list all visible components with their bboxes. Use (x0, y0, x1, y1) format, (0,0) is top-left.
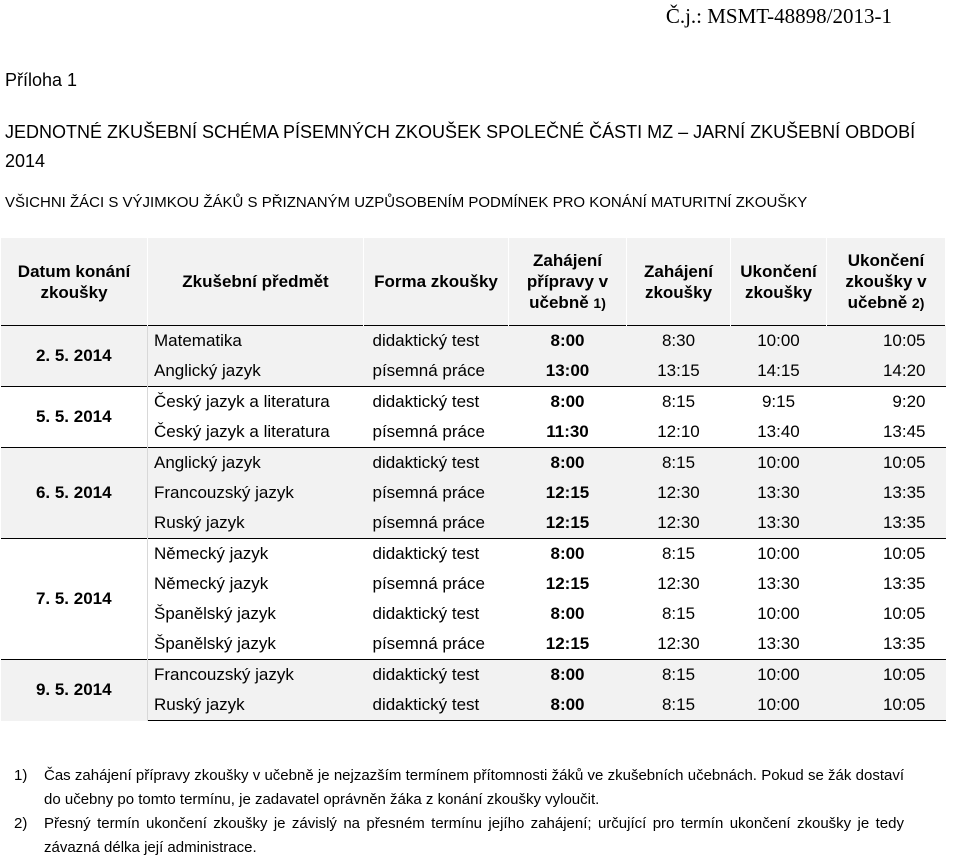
exam-form-cell: didaktický test (364, 387, 509, 418)
prep-start-cell: 12:15 (509, 478, 627, 508)
exam-form-cell: didaktický test (364, 660, 509, 691)
attachment-label: Příloha 1 (5, 70, 78, 90)
subject-cell: Český jazyk a literatura (148, 387, 364, 418)
table-row (1, 387, 946, 418)
document-reference: Č.j.: MSMT-48898/2013-1 (665, 4, 892, 28)
exam-start-cell: 12:10 (627, 417, 731, 448)
exam-start-cell: 8:15 (627, 660, 731, 691)
exam-form-cell: písemná práce (364, 356, 509, 387)
header-subject: Zkušební předmět (148, 238, 364, 326)
room-end-cell: 10:05 (827, 690, 946, 721)
exam-form-cell: didaktický test (364, 599, 509, 629)
table-row (1, 660, 946, 691)
exam-end-cell: 13:30 (731, 478, 827, 508)
exam-start-cell: 12:30 (627, 569, 731, 599)
subject-cell: Ruský jazyk (148, 508, 364, 539)
prep-start-cell: 12:15 (509, 508, 627, 539)
exam-start-cell: 8:30 (627, 326, 731, 357)
room-end-cell: 13:35 (827, 508, 946, 539)
exam-end-cell: 13:30 (731, 508, 827, 539)
exam-date-cell: 6. 5. 2014 (1, 448, 148, 539)
exam-end-cell: 9:15 (731, 387, 827, 418)
exam-start-cell: 8:15 (627, 387, 731, 418)
exam-end-cell: 10:00 (731, 448, 827, 479)
exam-end-cell: 13:30 (731, 629, 827, 660)
exam-end-cell: 14:15 (731, 356, 827, 387)
exam-form-cell: písemná práce (364, 569, 509, 599)
subject-cell: Anglický jazyk (148, 448, 364, 479)
room-end-cell: 10:05 (827, 599, 946, 629)
exam-date-cell: 5. 5. 2014 (1, 387, 148, 448)
footnote (14, 764, 904, 812)
exam-start-cell: 8:15 (627, 539, 731, 570)
exam-end-cell: 10:00 (731, 326, 827, 357)
exam-end-cell: 13:30 (731, 569, 827, 599)
footnote-text: Přesný termín ukončení zkoušky je závislý na přesném termínu jejího zahájení; určující pro termín ukončení zkoušky je tedy závazná délka její administrace. (44, 815, 904, 856)
prep-start-cell: 12:15 (509, 569, 627, 599)
room-end-cell: 9:20 (827, 387, 946, 418)
prep-start-cell: 8:00 (509, 599, 627, 629)
header-end: Ukončení zkoušky (731, 238, 827, 326)
header-prep: Zahájení přípravy v učebně 1) (509, 238, 627, 326)
prep-start-cell: 8:00 (509, 326, 627, 357)
subject-cell: Německý jazyk (148, 539, 364, 570)
exam-start-cell: 8:15 (627, 599, 731, 629)
exam-form-cell: písemná práce (364, 478, 509, 508)
subject-cell: Ruský jazyk (148, 690, 364, 721)
page-title: JEDNOTNÉ ZKUŠEBNÍ SCHÉMA PÍSEMNÝCH ZKOUŠEK SPOLEČNÉ ČÁSTI MZ – JARNÍ ZKUŠEBNÍ OBDOBÍ 2014 (5, 122, 916, 171)
footnote-number: 1) (14, 767, 28, 784)
exam-schedule-table (0, 238, 946, 721)
exam-date-cell: 7. 5. 2014 (1, 539, 148, 660)
subject-cell: Český jazyk a literatura (148, 417, 364, 448)
prep-start-cell: 8:00 (509, 539, 627, 570)
room-end-cell: 10:05 (827, 326, 946, 357)
exam-form-cell: didaktický test (364, 448, 509, 479)
exam-form-cell: písemná práce (364, 417, 509, 448)
table-row (1, 448, 946, 479)
exam-form-cell: didaktický test (364, 690, 509, 721)
exam-start-cell: 8:15 (627, 448, 731, 479)
subject-cell: Francouzský jazyk (148, 660, 364, 691)
exam-form-cell: didaktický test (364, 326, 509, 357)
table-header-row (1, 238, 946, 326)
exam-end-cell: 10:00 (731, 690, 827, 721)
prep-start-cell: 12:15 (509, 629, 627, 660)
prep-start-cell: 8:00 (509, 387, 627, 418)
footnotes (14, 764, 904, 860)
table-row (1, 539, 946, 570)
exam-date-cell: 9. 5. 2014 (1, 660, 148, 721)
footnote-text: Čas zahájení přípravy zkoušky v učebně je nejzazším termínem přítomnosti žáků ve zkušebních učebnách. Pokud se žák dostaví do učebny po tomto termínu, je zadavatel oprávněn žáka z konání zkoušky vyloučit. (44, 767, 904, 808)
footnote-number: 2) (14, 815, 28, 832)
exam-start-cell: 13:15 (627, 356, 731, 387)
room-end-cell: 13:35 (827, 569, 946, 599)
exam-date-cell: 2. 5. 2014 (1, 326, 148, 387)
header-end-room: Ukončení zkoušky v učebně 2) (827, 238, 946, 326)
room-end-cell: 13:35 (827, 478, 946, 508)
header-start: Zahájení zkoušky (627, 238, 731, 326)
subject-cell: Španělský jazyk (148, 599, 364, 629)
room-end-cell: 10:05 (827, 660, 946, 691)
exam-end-cell: 13:40 (731, 417, 827, 448)
header-form: Forma zkoušky (364, 238, 509, 326)
room-end-cell: 13:35 (827, 629, 946, 660)
footnote (14, 812, 904, 860)
exam-end-cell: 10:00 (731, 660, 827, 691)
exam-end-cell: 10:00 (731, 599, 827, 629)
exam-form-cell: didaktický test (364, 539, 509, 570)
subject-cell: Matematika (148, 326, 364, 357)
exam-form-cell: písemná práce (364, 508, 509, 539)
room-end-cell: 10:05 (827, 539, 946, 570)
exam-form-cell: písemná práce (364, 629, 509, 660)
subject-cell: Francouzský jazyk (148, 478, 364, 508)
header-date: Datum konání zkoušky (1, 238, 148, 326)
prep-start-cell: 8:00 (509, 448, 627, 479)
prep-start-cell: 11:30 (509, 417, 627, 448)
exam-start-cell: 8:15 (627, 690, 731, 721)
prep-start-cell: 8:00 (509, 660, 627, 691)
subject-cell: Španělský jazyk (148, 629, 364, 660)
exam-start-cell: 12:30 (627, 478, 731, 508)
page-subtitle: VŠICHNI ŽÁCI S VÝJIMKOU ŽÁKŮ S PŘIZNANÝM UZPŮSOBENÍM PODMÍNEK PRO KONÁNÍ MATURITNÍ ZKOUŠKY (5, 194, 808, 211)
prep-start-cell: 8:00 (509, 690, 627, 721)
table-row (1, 326, 946, 357)
room-end-cell: 10:05 (827, 448, 946, 479)
prep-start-cell: 13:00 (509, 356, 627, 387)
exam-end-cell: 10:00 (731, 539, 827, 570)
subject-cell: Anglický jazyk (148, 356, 364, 387)
room-end-cell: 13:45 (827, 417, 946, 448)
exam-start-cell: 12:30 (627, 629, 731, 660)
subject-cell: Německý jazyk (148, 569, 364, 599)
exam-start-cell: 12:30 (627, 508, 731, 539)
room-end-cell: 14:20 (827, 356, 946, 387)
